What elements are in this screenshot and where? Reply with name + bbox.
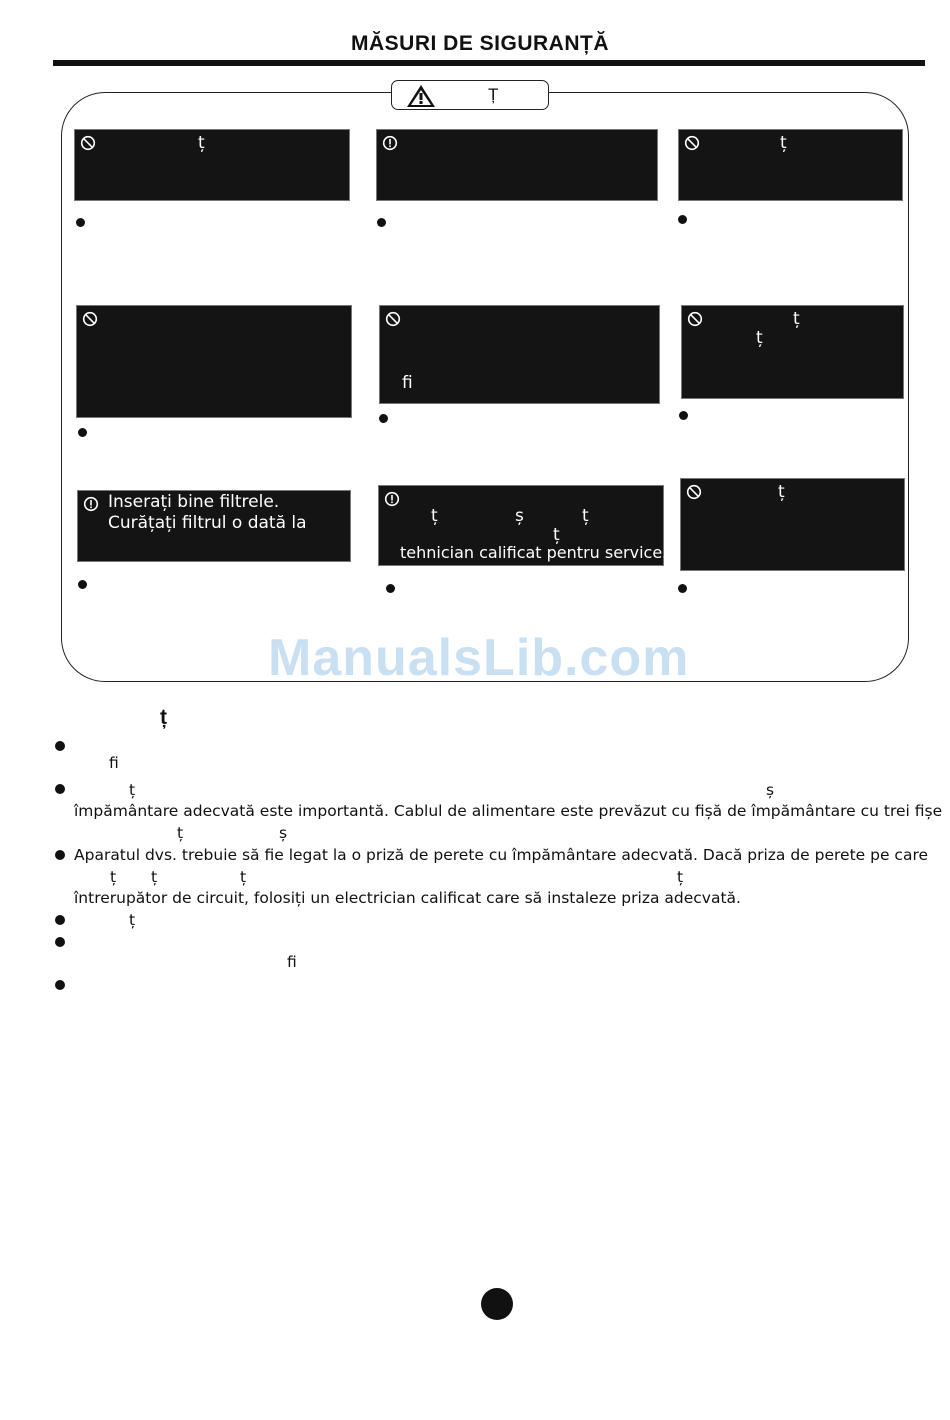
bullet-dot [377,218,386,227]
prohibited-icon [82,311,98,327]
box-8-text-1a: ț [431,506,438,526]
warning-tab-text: Ț [488,85,499,104]
bullet-dot [55,784,65,794]
line-6b: ț [151,868,158,886]
box-7-text-2: Curățați filtrul o dată la [108,513,307,533]
line-9: fi [287,953,297,971]
prohibited-icon [80,135,96,151]
bullet-dot [379,414,388,423]
page-number-dot [481,1288,513,1320]
warning-box-1 [74,129,350,201]
page-title: MĂSURI DE SIGURANȚĂ [350,32,609,55]
warning-box-3 [678,129,903,201]
bullet-dot [55,850,65,860]
warning-box-4 [76,305,352,418]
warning-box-2 [376,129,658,201]
bullet-dot [78,580,87,589]
box-9-text: ț [778,482,785,502]
warning-box-8 [378,485,668,566]
exclamation-circle-icon [83,496,99,512]
bullet-dot [55,937,65,947]
prohibited-icon [684,135,700,151]
box-8-text-3: tehnician calificat pentru service. [400,543,668,562]
line-2b: ș [766,781,775,799]
bullet-dot [55,980,65,990]
warning-tab [391,80,549,110]
box-3-text: ț [780,133,787,153]
line-4b: ș [279,824,288,842]
bullet-dot [55,741,65,751]
box-1-text: ț [198,133,205,153]
line-4a: ț [177,824,184,842]
prohibited-icon [385,311,401,327]
box-6-text-2: ț [756,328,763,348]
warning-box-6 [681,305,904,399]
line-6a: ț [110,868,117,886]
line-7: întrerupător de circuit, folosiți un electrician calificat care să instaleze priza adecvată. [74,889,741,907]
line-2a: ț [129,781,136,799]
warning-box-7 [77,490,351,562]
bullet-dot [678,584,687,593]
box-8-text-2: ț [553,525,560,545]
bullet-dot [55,915,65,925]
line-1: fi [109,754,119,772]
line-6c: ț [240,868,247,886]
box-5-text: fi [402,373,413,393]
box-8-text-1c: ț [582,506,589,526]
line-6d: ț [677,868,684,886]
section-heading: ț [160,706,167,729]
line-8: ț [129,911,136,929]
prohibited-icon [687,311,703,327]
watermark: ManualsLib.com [268,629,690,687]
warning-box-5 [379,305,660,404]
box-6-text-1: ț [793,309,800,329]
line-5: Aparatul dvs. trebuie să fie legat la o priză de perete cu împământare adecvată. Dacă priza de perete pe care [74,846,929,864]
prohibited-icon [686,484,702,500]
bullet-dot [679,411,688,420]
line-3: împământare adecvată este importantă. Cablul de alimentare este prevăzut cu fișă de împământare cu trei fișe [74,802,943,820]
bullet-dot [678,215,687,224]
title-rule [53,60,925,66]
exclamation-circle-icon [382,135,398,151]
bullet-dot [78,428,87,437]
exclamation-circle-icon [384,491,400,507]
box-7-text-1: Inserați bine filtrele. [108,492,280,512]
warning-triangle-icon [406,84,436,108]
warning-box-9 [680,478,905,571]
bullet-dot [386,584,395,593]
bullet-dot [76,218,85,227]
box-8-text-1b: ș [515,506,524,526]
